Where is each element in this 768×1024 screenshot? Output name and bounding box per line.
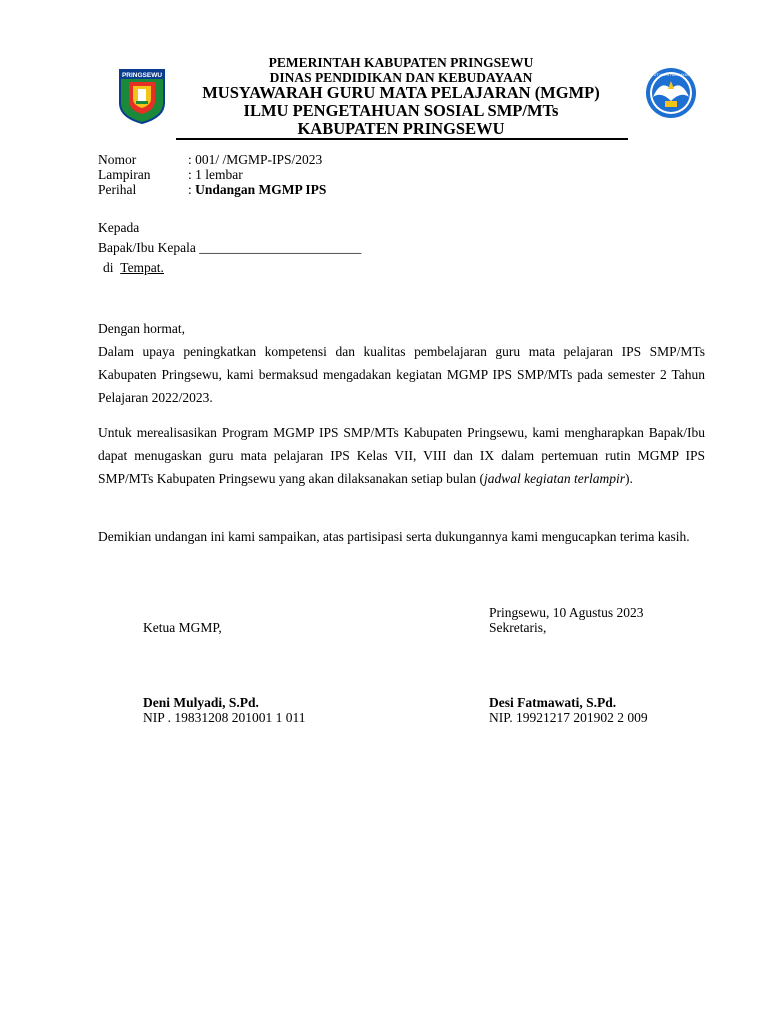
right-signatory-title: Sekretaris, bbox=[489, 620, 547, 635]
perihal-label: Perihal bbox=[98, 182, 137, 197]
letterhead-divider bbox=[176, 138, 628, 140]
perihal-colon: : bbox=[188, 182, 196, 197]
meta-lampiran bbox=[98, 167, 243, 182]
nomor-label: Nomor bbox=[98, 152, 137, 167]
right-signatory-name: Desi Fatmawati, S.Pd. bbox=[489, 695, 617, 710]
address-di: di bbox=[103, 260, 114, 275]
place-date: Pringsewu, 10 Agustus 2023 bbox=[489, 605, 644, 620]
tut-wuri-handayani-logo bbox=[641, 67, 701, 119]
letterhead-department: DINAS PENDIDIKAN DAN KEBUDAYAAN bbox=[269, 70, 533, 85]
left-signatory-nip: NIP . 19831208 201001 1 011 bbox=[143, 710, 306, 725]
address-kepada: Kepada bbox=[98, 220, 140, 235]
left-signatory-title: Ketua MGMP, bbox=[143, 620, 222, 635]
address-place bbox=[103, 260, 164, 275]
nomor-value: : 001/ /MGMP-IPS/2023 bbox=[188, 152, 323, 167]
greeting: Dengan hormat, bbox=[98, 321, 185, 336]
lampiran-label: Lampiran bbox=[98, 167, 151, 182]
right-signatory-nip: NIP. 19921217 201902 2 009 bbox=[489, 710, 648, 725]
letterhead-subject: ILMU PENGETAHUAN SOSIAL SMP/MTs bbox=[243, 101, 559, 120]
right-logo-text: TUT WURI HANDAYANI bbox=[651, 73, 691, 77]
meta-nomor bbox=[98, 152, 322, 167]
meta-perihal bbox=[98, 182, 326, 197]
address-tempat: Tempat. bbox=[120, 260, 164, 275]
lampiran-value: : 1 lembar bbox=[188, 167, 243, 182]
letterhead-organization: MUSYAWARAH GURU MATA PELAJARAN (MGMP) bbox=[202, 83, 600, 102]
letterhead-government: PEMERINTAH KABUPATEN PRINGSEWU bbox=[268, 55, 534, 70]
paragraph-2 bbox=[98, 421, 705, 490]
address-recipient: Bapak/Ibu Kepala ________________________ bbox=[98, 240, 362, 255]
paragraph-1: Dalam upaya peningkatkan kompetensi dan kualitas pembelajaran guru mata pelajaran IPS SMP/MTs Kabupaten Pringsewu, kami bermaksud mengadakan kegiatan MGMP IPS SMP/MTs pada semester 2 Tahun Pelajaran 2022/2023. bbox=[98, 344, 705, 405]
letterhead-regency: KABUPATEN PRINGSEWU bbox=[297, 119, 505, 138]
paragraph-2-end: ). bbox=[624, 471, 633, 486]
left-signatory-name: Deni Mulyadi, S.Pd. bbox=[143, 695, 259, 710]
paragraph-3: Demikian undangan ini kami sampaikan, atas partisipasi serta dukungannya kami mengucapkan terima kasih. bbox=[98, 529, 690, 544]
paragraph-2-italic: jadwal kegiatan terlampir bbox=[483, 471, 625, 486]
left-logo-text: PRINGSEWU bbox=[121, 72, 163, 79]
paragraph-2-main: Untuk merealisasikan Program MGMP IPS SMP/MTs Kabupaten Pringsewu, kami mengharapkan Bapak/Ibu dapat menugaskan guru mata pelajaran IPS Kelas VII, VIII dan IX dalam pertemuan rutin MGMP IPS SMP/MTs Kabupaten Pringsewu yang akan dilaksanakan setiap bulan ( bbox=[98, 425, 705, 486]
perihal-value: Undangan MGMP IPS bbox=[195, 182, 327, 197]
pringsewu-logo bbox=[117, 67, 167, 125]
